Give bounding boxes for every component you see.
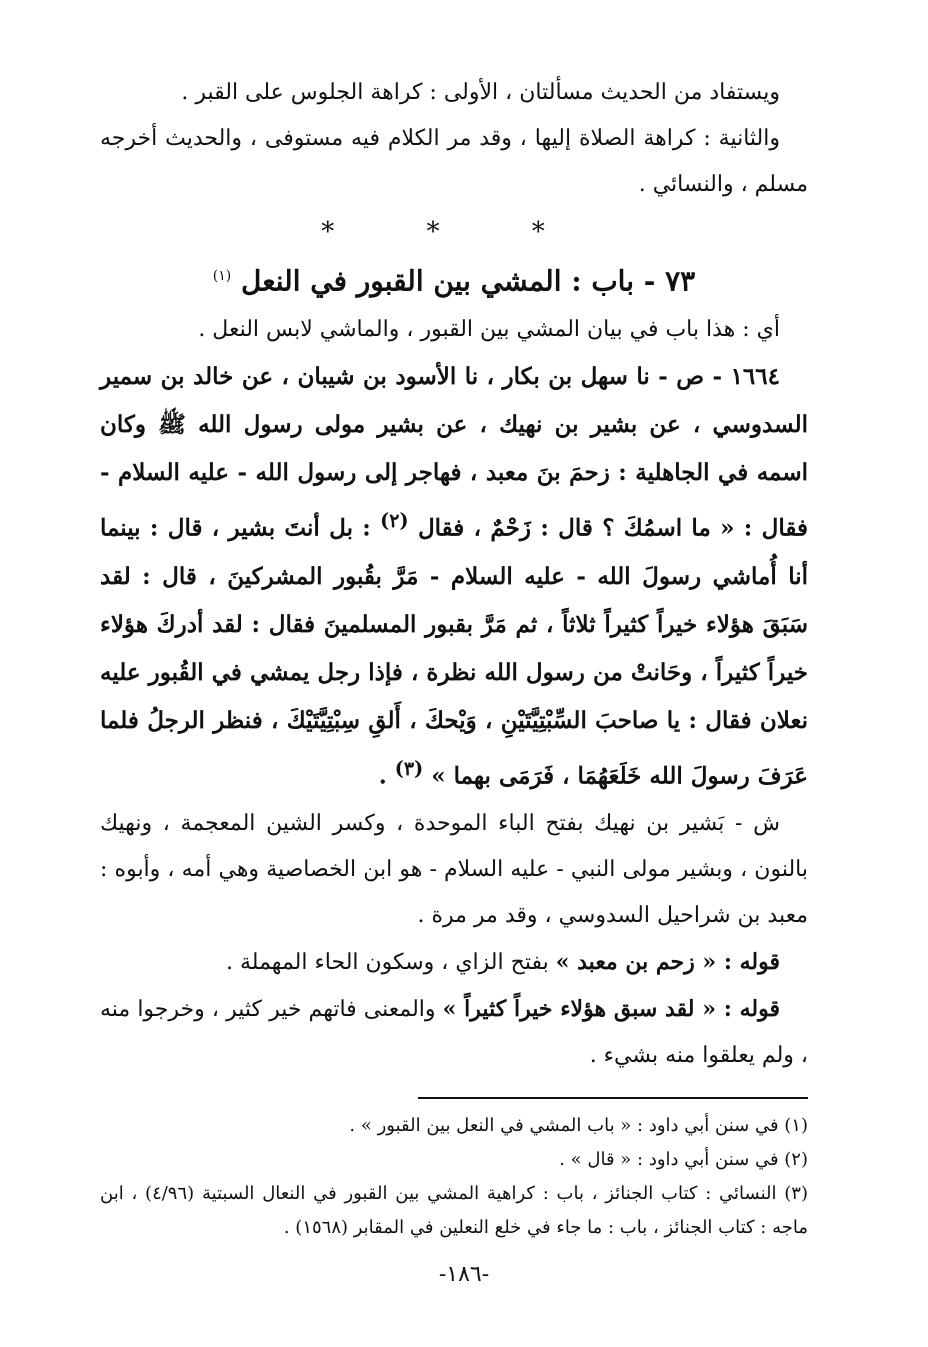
commentary-para-2-label: قوله : « زحم بن معبد » xyxy=(555,948,780,975)
footnote-3: (٣) النسائي : كتاب الجنائز ، باب : كراهية المشي بين القبور في النعال السبتية (٤/٩٦) ، ابن ماجه : كتاب الجنائز ، باب : ما جاء في خلع النعلين في المقابر (١٥٦٨) . xyxy=(100,1182,808,1238)
commentary-para-1: ش - بَشير بن نهيك بفتح الباء الموحدة ، وكسر الشين المعجمة ، ونهيك بالنون ، وبشير مولى النبي - عليه السلام - هو ابن الخصاصية وهي أمه ، وأبوه : معبد بن شراحيل السدوسي ، وقد مر مرة . xyxy=(100,810,808,928)
chapter-explanation: أي : هذا باب في بيان المشي بين القبور ، والماشي لابس النعل . xyxy=(198,317,780,343)
footnote-1: (١) في سنن أبي داود : « باب المشي في النعل بين القبور » . xyxy=(349,1114,808,1136)
footnote-2: (٢) في سنن أبي داود : « قال » . xyxy=(559,1148,808,1170)
commentary-para-2 xyxy=(100,939,808,986)
hadith-footnote-ref-3: (٣) xyxy=(394,756,424,780)
hadith-text: ١٦٦٤ - ص - نا سهل بن بكار ، نا الأسود بن شيبان ، عن خالد بن سمير السدوسي ، عن بشير بن نهيك ، عن بشير مولى رسول الله ﷺ وكان اسمه في الجاهلية : زحمَ بنَ معبد ، فهاجر إلى رسول الله - عليه السلام - فقال : « ما اسمُكَ ؟ قال : زَحْمٌ ، فقال $^{(٢)}$ : بل أنتَ بشير ، قال : بينما أنا أُماشي رسولَ الله - عليه السلام - مَرَّ بقُبور المشركينَ ، قال : لقد سَبَقَ هؤلاء خيراً كثيراً ثلاثاً ، ثم مَرَّ بقبور المسلمينَ فقال : لقد أدركَ هؤلاء خيراً كثيراً ، وحَانتْ من رسول الله نظرة ، فإذا رجل يمشي في القُبور عليه نعلان فقال : يا صاحبَ السِّبْتِيَّتَيْنِ ، وَيْحكَ ، أَلقِ سِبْتِيَّتَيْكَ ، فنظر الرجلُ فلما عَرَفَ رسولَ الله خَلَعَهُمَا ، فَرَمَى بهما » $^{(٣)}$ . xyxy=(100,363,808,790)
section-separator: * * * xyxy=(321,217,587,247)
hadith-part-1: ١٦٦٤ - ص - نا سهل بن بكار ، نا الأسود بن شيبان ، عن خالد بن سمير السدوسي ، عن بشير بن نهيك ، عن بشير مولى رسول الله ﷺ وكان اسمه في الجاهلية : زحمَ بنَ معبد ، فهاجر إلى رسول الله - عليه السلام - فقال : « ما اسمُكَ ؟ قال : زَحْمٌ ، فقال xyxy=(100,363,808,542)
page-number: -١٨٦- xyxy=(438,1262,490,1287)
commentary-para-2-text: بفتح الزاي ، وسكون الحاء المهملة . xyxy=(226,949,549,975)
chapter-title-text: ٧٣ - باب : المشي بين القبور في النعل xyxy=(241,264,696,298)
hadith-part-2: : بل أنتَ بشير ، قال : بينما أنا أُماشي رسولَ الله - عليه السلام - مَرَّ بقُبور المشركينَ ، قال : لقد سَبَقَ هؤلاء خيراً كثيراً ثلاثاً ، ثم مَرَّ بقبور المسلمينَ فقال : لقد أدركَ هؤلاء خيراً كثيراً ، وحَانتْ من رسول الله نظرة ، فإذا رجل يمشي في القُبور عليه نعلان فقال : يا صاحبَ السِّبْتِيَّتَيْنِ ، وَيْحكَ ، أَلقِ سِبْتِيَّتَيْكَ ، فنظر الرجلُ فلما عَرَفَ رسولَ الله خَلَعَهُمَا ، فَرَمَى بهما » xyxy=(100,514,808,790)
chapter-footnote-ref: (١) xyxy=(212,268,232,284)
commentary-para-3-label: قوله : « لقد سبق هؤلاء خيراً كثيراً » xyxy=(442,995,780,1022)
commentary-para-3 xyxy=(100,986,808,1079)
commentary-para-3-text: والمعنى فاتهم خير كثير ، وخرجوا منه ، ولم يعلقوا منه بشيء . xyxy=(100,996,808,1068)
footnotes xyxy=(100,1109,808,1245)
intro-line-2: والثانية : كراهة الصلاة إليها ، وقد مر الكلام فيه مستوفى ، والحديث أخرجه مسلم ، والنسائي . xyxy=(100,126,808,197)
hadith-footnote-ref-2: (٢) xyxy=(380,509,409,533)
chapter-title xyxy=(100,250,808,307)
footnote-divider xyxy=(418,1097,808,1099)
intro-line-1: ويستفاد من الحديث مسألتان ، الأولى : كراهة الجلوس على القبر . xyxy=(181,80,780,105)
